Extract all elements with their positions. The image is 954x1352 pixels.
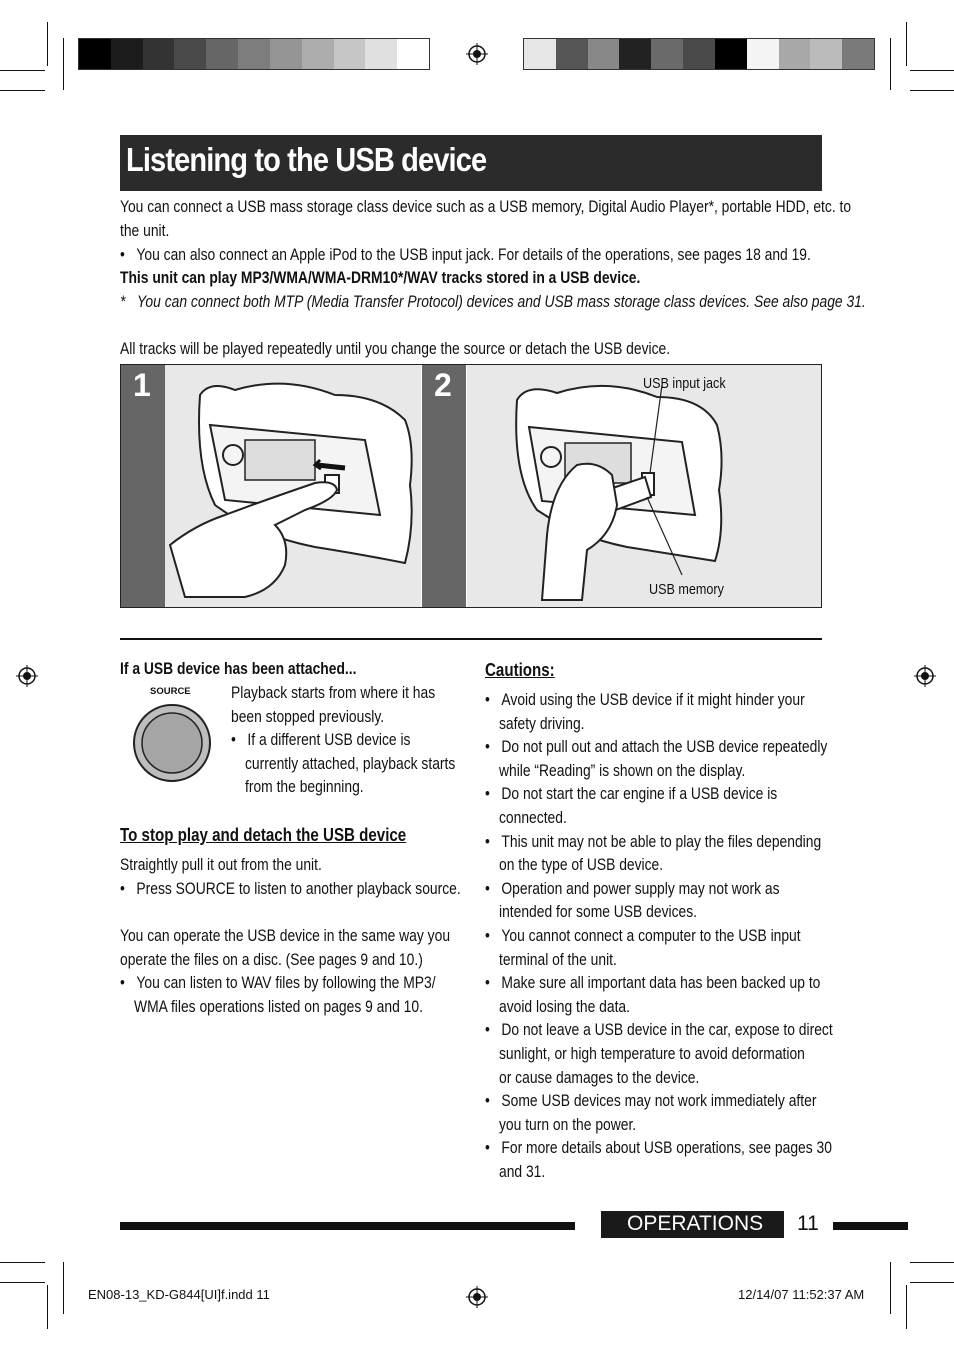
crop-mark (63, 1262, 64, 1314)
intro-bullet: • You can also connect an Apple iPod to the USB input jack. For details of the operations, see pages 18 and 19. (120, 246, 811, 264)
step-marker-2 (422, 365, 466, 607)
caution-item (485, 1019, 833, 1043)
crop-mark (890, 1262, 891, 1314)
section-tab (601, 1211, 784, 1238)
footnote-text: You can connect both MTP (Media Transfer Protocol) devices and USB mass storage class devices. See also page 31. (136, 293, 866, 311)
attached-bullet-cont: currently attached, playback starts (245, 755, 456, 773)
grayscale-bar-right (523, 38, 875, 70)
intro-line: the unit. (120, 222, 170, 240)
footnote-mark: * (120, 293, 126, 311)
footnote (120, 291, 866, 315)
bullet: • (485, 1092, 502, 1111)
registration-mark-icon (466, 1286, 488, 1308)
crop-mark (0, 90, 45, 91)
crop-mark (910, 1282, 954, 1283)
footer-bar (833, 1222, 908, 1230)
caution-item (485, 1137, 832, 1161)
illustration-insert (165, 365, 421, 607)
step-number: 2 (434, 367, 452, 403)
caution-item (485, 689, 805, 713)
bullet: • (485, 738, 502, 757)
caution-text: Do not pull out and attach the USB device repeatedly (501, 738, 828, 757)
caution-item-cont: avoid losing the data. (499, 997, 631, 1016)
intro-bullet-text: You can also connect an Apple iPod to the USB input jack. For details of the operations, see pages 18 and 19. (136, 246, 811, 264)
caution-text: Avoid using the USB device if it might hinder your (501, 691, 805, 709)
caution-text: Operation and power supply may not work as (501, 879, 780, 898)
attached-line: Playback starts from where it has (231, 684, 436, 702)
crop-mark (63, 38, 64, 90)
crop-mark (910, 90, 954, 91)
caution-text: Some USB devices may not work immediately after (501, 1092, 817, 1111)
caution-text: This unit may not be able to play the files depending (501, 832, 822, 851)
stop-para: operate the files on a disc. (See pages 9 and 10.) (120, 951, 423, 969)
caution-item-cont: sunlight, or high temperature to avoid deformation (499, 1045, 805, 1063)
attached-heading: If a USB device has been attached... (120, 660, 357, 678)
section-rule (120, 638, 822, 640)
intro-bold: This unit can play MP3/WMA/WMA-DRM10*/WAV tracks stored in a USB device. (120, 269, 641, 287)
illustration-insert (467, 365, 821, 607)
caution-text: You cannot connect a computer to the USB input (501, 927, 801, 945)
stop-heading: To stop play and detach the USB device (120, 825, 407, 845)
bullet: • (485, 832, 502, 851)
stop-bullet-text: You can listen to WAV files by following the MP3/ (136, 974, 436, 992)
caution-item (485, 736, 827, 760)
cautions-heading: Cautions: (485, 660, 555, 680)
crop-mark (47, 22, 48, 66)
grayscale-bar-left (78, 38, 430, 70)
bullet: • (485, 974, 502, 993)
stop-line: Straightly pull it out from the unit. (120, 856, 322, 874)
bullet: • (485, 691, 502, 709)
crop-mark (890, 38, 891, 90)
caution-item-cont: intended for some USB devices. (499, 903, 698, 922)
caution-item-cont: on the type of USB device. (499, 856, 664, 875)
caution-item (485, 831, 821, 855)
print-date: 12/14/07 11:52:37 AM (738, 1287, 865, 1302)
bullet: • (485, 927, 502, 945)
attached-line: been stopped previously. (231, 708, 385, 726)
bullet: • (485, 1021, 502, 1040)
stop-bullet: • You can listen to WAV files by following the MP3/ (120, 974, 436, 992)
crop-mark (0, 1282, 45, 1283)
caution-item-cont: you turn on the power. (499, 1115, 637, 1134)
caution-text: Make sure all important data has been backed up to (501, 974, 821, 993)
usb-insert-illustration-icon (467, 365, 821, 607)
registration-mark-icon (914, 665, 936, 687)
crop-mark (906, 1285, 907, 1329)
page-number: 11 (797, 1212, 819, 1235)
crop-mark (0, 70, 45, 71)
attached-bullet-cont: from the beginning. (245, 778, 364, 796)
repeat-note: All tracks will be played repeatedly until you change the source or detach the USB device. (120, 340, 671, 358)
crop-mark (0, 1262, 45, 1263)
footer-bar (120, 1222, 575, 1230)
crop-mark (47, 1285, 48, 1329)
caution-item-cont: safety driving. (499, 714, 585, 733)
stop-bullet-cont: WMA files operations listed on pages 9 and 10. (134, 998, 423, 1016)
caution-item (485, 783, 777, 807)
caution-item (485, 878, 780, 902)
stop-bullet-text: Press SOURCE to listen to another playback source. (136, 880, 461, 898)
crop-mark (910, 1262, 954, 1263)
usb-memory-label: USB memory (649, 581, 724, 598)
crop-mark (906, 22, 907, 66)
caution-item-cont: and 31. (499, 1163, 546, 1181)
caution-text: For more details about USB operations, see pages 30 (501, 1139, 832, 1158)
attached-bullet: • If a different USB device is (231, 731, 411, 749)
file-name: EN08-13_KD-G844[UI]f.indd 11 (88, 1287, 270, 1302)
caution-item (485, 972, 820, 996)
source-knob-icon (132, 703, 212, 783)
section-label: OPERATIONS (627, 1212, 764, 1235)
attached-bullet-text: If a different USB device is (247, 731, 411, 749)
intro-line: You can connect a USB mass storage class device such as a USB memory, Digital Audio Player*, portable HDD, etc. to (120, 198, 852, 216)
stop-bullet: • Press SOURCE to listen to another playback source. (120, 880, 461, 898)
caution-text: Do not leave a USB device in the car, expose to direct (501, 1021, 833, 1040)
bullet: • (485, 1139, 502, 1158)
step-number: 1 (133, 367, 151, 403)
title-band (120, 135, 822, 191)
caution-item (485, 925, 801, 949)
crop-mark (910, 70, 954, 71)
caution-item (485, 1090, 816, 1114)
caution-item-cont: connected. (499, 809, 567, 827)
usb-input-jack-label: USB input jack (643, 375, 726, 392)
caution-item-cont: while “Reading” is shown on the display. (499, 761, 746, 780)
car-stereo-illustration-icon (165, 365, 421, 607)
stop-para: You can operate the USB device in the same way you (120, 927, 451, 945)
registration-mark-icon (16, 665, 38, 687)
bullet: • (485, 879, 502, 898)
bullet: • (485, 785, 502, 804)
registration-mark-icon (466, 43, 488, 65)
caution-item-cont: terminal of the unit. (499, 950, 617, 969)
page-title: Listening to the USB device (126, 141, 487, 178)
caution-text: Do not start the car engine if a USB device is (501, 785, 778, 804)
step-marker-1 (121, 365, 165, 607)
knob-label: SOURCE (150, 686, 191, 697)
caution-item-cont: or cause damages to the device. (499, 1068, 700, 1087)
